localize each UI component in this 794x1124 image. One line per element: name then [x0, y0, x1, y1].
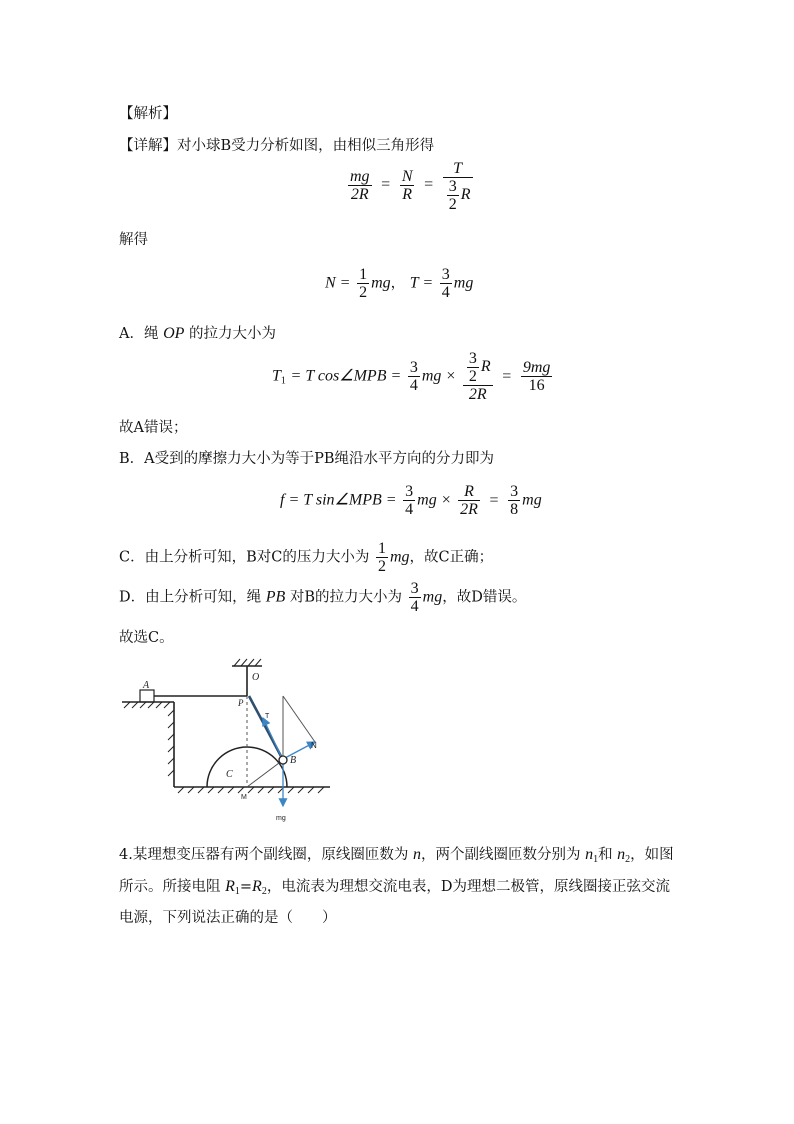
platform-hatch [124, 702, 170, 708]
option-a-lhs: T [272, 367, 281, 385]
label-p: P [238, 698, 244, 708]
option-c-suffix: ，故C正确； [409, 549, 494, 566]
option-d-num: 3 [410, 580, 419, 597]
eq2-n-num: 1 [359, 266, 368, 283]
result-equation [325, 266, 473, 301]
option-d-text [119, 580, 526, 615]
q4-n1: n [585, 846, 594, 863]
option-a-mid: = T cos∠MPB = [290, 367, 402, 385]
block-a [140, 690, 154, 702]
label-a: A [143, 680, 150, 691]
option-d-mid: 对B的拉力大小为 [285, 589, 403, 606]
detail-tag: 【详解】 [119, 138, 177, 154]
eq2-sep: ， [390, 275, 406, 292]
ball-b [279, 756, 287, 764]
eq1-t2-num: N [401, 167, 413, 185]
option-d-unit: mg [422, 588, 443, 606]
option-a-f2-den: 2R [468, 386, 487, 403]
ground-hatch [178, 787, 324, 793]
option-b-f1-unit: mg × [417, 491, 452, 509]
q4-number: 4. [119, 847, 133, 863]
option-d-den: 4 [410, 598, 419, 615]
option-b-equation [280, 483, 542, 518]
final-choice: 故选C。 [119, 630, 174, 646]
option-a-f1-num: 3 [409, 359, 418, 376]
option-c-text [119, 540, 493, 575]
option-b-eq: = [489, 491, 499, 509]
eq1-t3-den-den: 2 [448, 196, 457, 213]
triangle-diagonal [283, 696, 315, 742]
option-a-f2-num-num: 3 [468, 350, 477, 367]
label-t: T [265, 713, 270, 720]
label-mg: mg [276, 815, 286, 822]
option-a-prefix: A．绳 [119, 326, 164, 342]
radius-mb [247, 760, 283, 787]
eq2-n-unit: mg [371, 274, 391, 292]
label-n: N [311, 741, 317, 750]
wall-hatch [168, 710, 174, 776]
option-a-suffix: 的拉力大小为 [184, 326, 277, 342]
option-b-f2-den: 2R [460, 501, 478, 518]
option-b-text: B．A受到的摩擦力大小为等于PB绳沿水平方向的分力即为 [119, 451, 495, 467]
eq2-t-unit: mg [453, 274, 474, 292]
option-a-f2-num-den: 2 [468, 368, 477, 385]
eq2-t-num: 3 [441, 266, 450, 283]
eq2-t-den: 4 [441, 284, 450, 301]
analysis-heading: 【解析】 [119, 106, 177, 122]
option-b-lhs: f = T sin∠MPB = [280, 491, 397, 509]
eq1-t3-den-var: R [460, 186, 471, 204]
detail-text: 对小球B受力分析如图，由相似三角形得 [177, 138, 435, 154]
option-b-f3-den: 8 [510, 501, 519, 518]
force-diagram [118, 656, 358, 828]
option-b-f3-unit: mg [522, 491, 542, 509]
q4-r1-sub: 1 [234, 886, 240, 897]
q4-r2: R [252, 878, 262, 895]
question-4 [119, 841, 679, 932]
q4-text2: ，两个副线圈匝数分别为 [420, 847, 586, 863]
label-o: O [252, 672, 260, 683]
eq1-t3-num: T [443, 160, 473, 178]
tension-arrow [263, 718, 281, 756]
eq1-t1-den: 2R [350, 185, 369, 203]
option-a-f2-num-var: R [480, 358, 491, 376]
option-a-f1-unit: mg × [421, 367, 457, 385]
option-b-f3-num: 3 [510, 483, 519, 500]
q4-eq: = [239, 879, 253, 895]
option-b-f1-den: 4 [405, 501, 414, 518]
option-a-text [119, 322, 276, 343]
label-b: B [290, 755, 297, 766]
option-a-f3-den: 16 [528, 377, 545, 394]
option-a-equation [272, 350, 554, 403]
option-c-prefix: C．由上分析可知，B对C的压力大小为 [119, 549, 370, 566]
option-b-f2-num: R [458, 483, 480, 501]
q4-n2: n [617, 846, 626, 863]
option-c-unit: mg [389, 548, 410, 566]
option-a-var: OP [163, 325, 185, 342]
option-c-num: 1 [377, 540, 386, 557]
option-c-den: 2 [377, 558, 386, 575]
solve-label: 解得 [119, 232, 148, 248]
q4-text3: ，如图所示。所接电阻 [119, 847, 674, 895]
option-d-var: PB [265, 588, 286, 606]
eq2-n-den: 2 [359, 284, 368, 301]
option-a-conclusion: 故A错误； [119, 420, 188, 436]
label-c: C [226, 769, 233, 780]
q4-text1: 某理想变压器有两个副线圈，原线圈匝数为 [132, 847, 413, 863]
option-a-f1-den: 4 [409, 377, 418, 394]
option-a-eq: = [502, 367, 512, 385]
q4-r2-sub: 2 [261, 886, 267, 897]
q4-text4: ，电流表为理想交流电表，D为理想二极管，原线圈接正弦交流电源，下列说法正确的是（ ） [119, 879, 670, 926]
q4-r1: R [225, 878, 235, 895]
q4-n1-sub: 1 [593, 854, 599, 865]
eq1-t2-den: R [402, 185, 413, 203]
option-a-f3-num: 9mg [522, 359, 551, 376]
q4-and: 和 [598, 847, 618, 863]
ceiling-hatch [234, 659, 261, 666]
detail-line [119, 134, 434, 155]
option-d-suffix: ，故D错误。 [442, 589, 527, 606]
option-b-f1-num: 3 [405, 483, 414, 500]
q4-n: n [412, 846, 421, 863]
label-m: M [241, 794, 247, 801]
option-d-prefix: D．由上分析可知，绳 [119, 589, 266, 606]
eq2-n-lhs: N = [325, 274, 351, 292]
q4-n2-sub: 2 [625, 854, 631, 865]
option-a-lhs-sub: 1 [280, 375, 286, 387]
eq1-t3-den-num: 3 [448, 178, 457, 195]
eq1-t1-num: mg [350, 167, 370, 185]
similar-triangle-equation: $\frac{mg}{2R}$ = $\frac{N}{R}$ = T $\frac{3}{2}$ R [350, 160, 471, 213]
eq2-t-lhs: T = [409, 274, 434, 292]
